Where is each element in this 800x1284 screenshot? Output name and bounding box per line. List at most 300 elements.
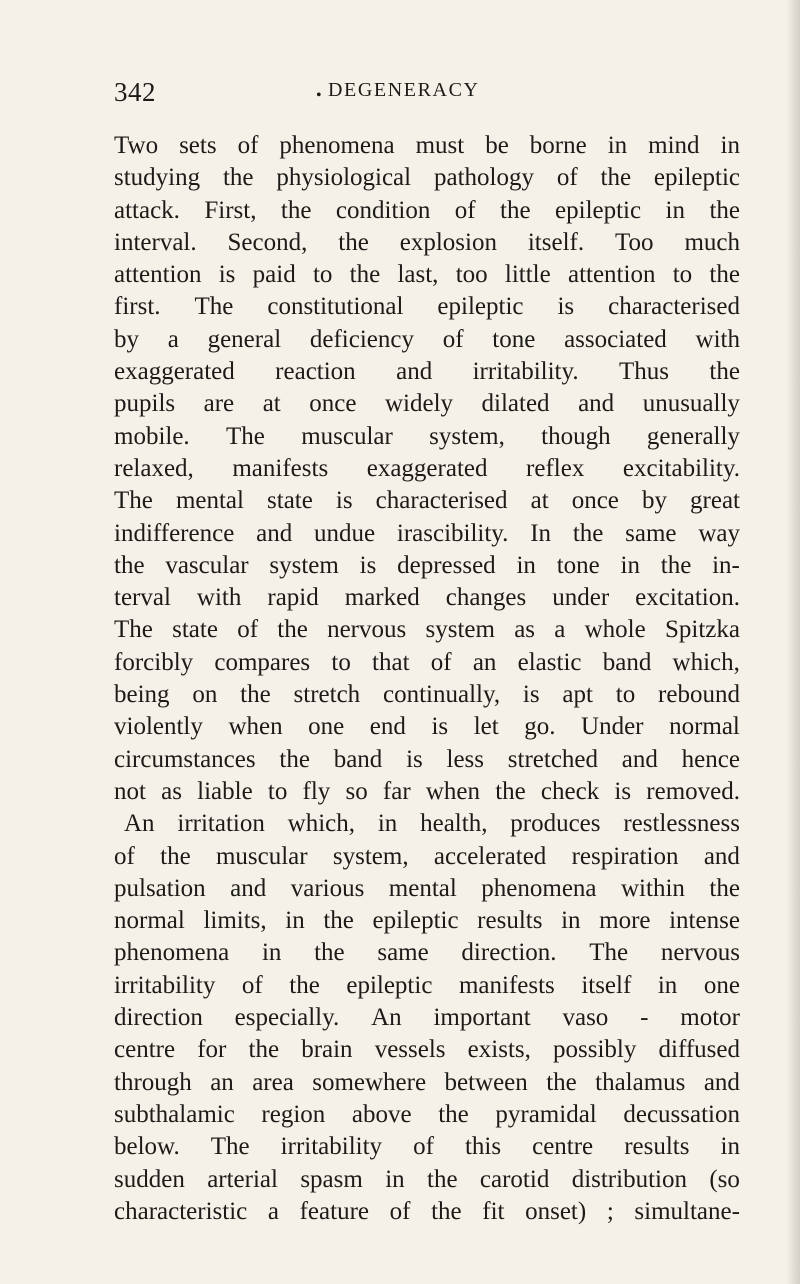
word: various <box>290 874 365 902</box>
word: Two <box>114 132 159 159</box>
word: which, <box>287 810 356 838</box>
word: phenomena <box>114 939 230 967</box>
word: sets <box>179 132 217 159</box>
word: which, <box>672 648 740 676</box>
word: irritation <box>177 810 265 838</box>
word: undue <box>313 519 376 547</box>
word: mental <box>388 874 457 902</box>
word: compares <box>214 648 311 676</box>
header-bullet: • <box>316 87 322 104</box>
word: The <box>589 939 629 967</box>
word: and <box>256 519 293 547</box>
word: manifests <box>458 971 555 999</box>
page-edge-shadow <box>786 0 800 1284</box>
word: studying <box>114 164 201 192</box>
text-line <box>114 291 740 323</box>
text-line <box>114 356 740 388</box>
word: itself <box>581 971 632 999</box>
word: characteristic <box>114 1197 248 1225</box>
word: irritability <box>280 1133 383 1161</box>
word: the <box>709 874 740 902</box>
text-line <box>114 518 740 550</box>
word: as <box>514 616 536 644</box>
word: system, <box>332 842 409 870</box>
page-number: 342 <box>114 77 156 107</box>
body-text <box>114 130 740 1228</box>
word: the <box>349 261 381 289</box>
word: pyramidal <box>495 1100 597 1128</box>
word: health, <box>420 810 488 838</box>
word: a <box>554 616 566 644</box>
word: phenomena <box>279 132 395 159</box>
word: is <box>359 551 377 579</box>
word: marked <box>344 584 420 612</box>
word: onset) <box>525 1197 587 1225</box>
word: the <box>709 196 740 224</box>
word: at <box>530 487 549 515</box>
word: liable <box>197 777 253 805</box>
word: epileptic <box>346 971 433 999</box>
word: The <box>114 487 153 515</box>
word: is <box>431 713 449 741</box>
word: check <box>540 777 600 805</box>
running-head <box>0 77 800 111</box>
text-line <box>114 647 740 679</box>
word: mind <box>648 132 700 159</box>
text-line <box>114 1196 740 1228</box>
text-line <box>114 550 740 582</box>
word: fit <box>482 1197 505 1225</box>
word: go. <box>524 713 556 741</box>
word: important <box>433 1004 531 1032</box>
word: same <box>625 519 677 547</box>
word: The <box>226 422 265 450</box>
word: direction <box>114 1004 203 1032</box>
word: characterised <box>608 293 740 321</box>
word: in <box>377 810 398 838</box>
word: rapid <box>267 584 319 612</box>
word: is <box>614 777 632 805</box>
word: general <box>207 325 282 353</box>
word: manifests <box>232 454 329 482</box>
word: of <box>114 842 135 870</box>
word: itself. <box>527 228 585 256</box>
word: irritability <box>114 971 216 999</box>
word: and <box>230 874 267 902</box>
word: stretch <box>293 681 361 709</box>
word: way <box>698 519 740 547</box>
word: Spitzka <box>664 616 740 644</box>
word: stretched <box>507 745 599 773</box>
word: at <box>262 390 281 418</box>
word: as <box>161 777 182 805</box>
word: far <box>382 777 411 805</box>
word: ; <box>606 1197 614 1225</box>
word: elastic <box>517 648 582 676</box>
word: is <box>335 487 353 515</box>
word: epileptic <box>555 196 642 224</box>
word: excitability. <box>622 454 740 482</box>
word: whole <box>584 616 646 644</box>
word: the <box>314 939 345 967</box>
word: The <box>194 293 234 321</box>
word: The <box>114 616 153 644</box>
word: reflex <box>526 454 585 482</box>
word: the <box>114 551 145 579</box>
word: state <box>172 616 218 644</box>
word: - <box>640 1004 649 1032</box>
word: in <box>657 971 678 999</box>
word: and <box>578 390 615 418</box>
word: the <box>709 261 740 289</box>
text-line <box>114 324 740 356</box>
word: results <box>624 1133 690 1161</box>
text-line <box>114 905 740 937</box>
word: borne <box>529 132 587 159</box>
text-line <box>114 841 740 873</box>
word: to <box>615 681 636 709</box>
word: respiration <box>571 842 679 870</box>
word: the <box>240 681 271 709</box>
word: last, <box>397 261 439 289</box>
running-title: DEGENERACY <box>328 79 480 101</box>
word: though <box>541 422 611 450</box>
word: when <box>425 777 480 805</box>
word: not <box>114 777 146 805</box>
word: distribution <box>571 1165 687 1193</box>
word: violently <box>114 713 203 741</box>
word: the <box>248 1036 280 1064</box>
word: epileptic <box>653 164 740 192</box>
word: in <box>665 196 685 224</box>
word: the <box>709 358 740 386</box>
word: centre <box>532 1133 594 1161</box>
word: normal <box>669 713 740 741</box>
word: epileptic <box>437 293 524 321</box>
word: is <box>406 745 423 773</box>
word: the <box>280 196 312 224</box>
word: pupils <box>114 390 176 418</box>
word: forcibly <box>114 648 194 676</box>
word: (so <box>709 1165 740 1193</box>
word: rebound <box>658 681 740 709</box>
paragraph-1 <box>114 130 740 808</box>
word: the <box>572 519 604 547</box>
word: and <box>396 358 433 386</box>
word: more <box>599 907 651 935</box>
word: a <box>267 1197 279 1225</box>
word: centre <box>114 1036 176 1064</box>
text-line <box>114 1099 740 1131</box>
word: to <box>331 648 351 676</box>
text-line <box>114 421 740 453</box>
word: band <box>602 648 652 676</box>
text-line <box>114 937 740 969</box>
word: Second, <box>227 228 308 256</box>
word: one <box>703 971 740 999</box>
word: of <box>241 971 263 999</box>
text-line <box>114 614 740 646</box>
word: depressed <box>397 551 496 579</box>
word: produces <box>510 810 601 838</box>
word: of <box>413 1133 434 1161</box>
word: through <box>114 1068 192 1096</box>
text-line <box>114 453 740 485</box>
word: is <box>218 261 236 289</box>
word: direction. <box>461 939 557 967</box>
word: be <box>485 132 509 159</box>
word: limits, <box>203 907 267 935</box>
word: explosion <box>399 228 497 256</box>
word: the <box>160 842 191 870</box>
word: are <box>203 390 235 418</box>
word: too <box>455 261 488 289</box>
text-line <box>114 1002 740 1034</box>
text-line <box>114 744 740 776</box>
word: exaggerated <box>114 358 235 386</box>
word: tone <box>492 325 536 353</box>
word: unusually <box>642 390 740 418</box>
word: of <box>389 1197 411 1225</box>
word: dilated <box>481 390 550 418</box>
word: let <box>473 713 499 741</box>
word: a <box>167 325 179 353</box>
word: brain <box>301 1036 353 1064</box>
text-line <box>114 1067 740 1099</box>
word: the <box>323 907 354 935</box>
word: changes <box>445 584 527 612</box>
word: exists, <box>467 1036 531 1064</box>
word: arterial <box>207 1165 278 1193</box>
word: in <box>561 907 581 935</box>
word: muscular <box>301 422 393 450</box>
word: pulsation <box>114 874 206 902</box>
word: in <box>620 551 640 579</box>
word: attack. <box>114 196 180 224</box>
word: decussation <box>623 1100 740 1128</box>
text-line <box>114 485 740 517</box>
text-line <box>114 808 740 840</box>
word: system <box>269 551 339 579</box>
word: state <box>267 487 313 515</box>
word: the <box>600 164 632 192</box>
word: circumstances <box>114 745 256 773</box>
text-line <box>114 388 740 420</box>
word: an <box>210 1068 234 1096</box>
word: of <box>237 616 259 644</box>
word: and <box>621 745 658 773</box>
word: the <box>660 551 692 579</box>
word: sudden <box>114 1165 185 1193</box>
word: pathology <box>433 164 534 192</box>
word: the <box>431 1197 462 1225</box>
word: vaso <box>562 1004 609 1032</box>
word: little <box>504 261 551 289</box>
word: vascular <box>165 551 249 579</box>
word: system, <box>429 422 505 450</box>
word: motor <box>680 1004 740 1032</box>
word: above <box>351 1100 412 1128</box>
word: fly <box>302 777 331 805</box>
word: is <box>522 681 540 709</box>
word: with <box>695 325 740 353</box>
word: An <box>124 810 155 838</box>
text-line <box>114 1164 740 1196</box>
word: is <box>557 293 575 321</box>
word: of <box>556 164 578 192</box>
word: in <box>261 939 282 967</box>
word: for <box>197 1036 227 1064</box>
word: mental <box>175 487 244 515</box>
word: band <box>333 745 383 773</box>
word: irritability. <box>472 358 579 386</box>
word: spasm <box>300 1165 363 1193</box>
word: subthalamic <box>114 1100 235 1128</box>
word: once <box>309 390 357 418</box>
word: to <box>267 777 288 805</box>
word: normal <box>114 907 185 935</box>
paragraph-2 <box>114 808 740 1228</box>
word: the <box>546 1068 577 1096</box>
word: the <box>279 745 310 773</box>
word: simultane- <box>634 1197 740 1225</box>
word: region <box>261 1100 326 1128</box>
word: when <box>228 713 283 741</box>
word: an <box>472 648 497 676</box>
text-line <box>114 195 740 227</box>
text-line <box>114 227 740 259</box>
word: characterised <box>375 487 508 515</box>
word: must <box>415 132 465 159</box>
word: in <box>385 1165 405 1193</box>
word: so <box>345 777 368 805</box>
word: and <box>703 1068 740 1096</box>
word: In <box>530 519 552 547</box>
word: tone <box>556 551 600 579</box>
word: this <box>464 1133 502 1161</box>
word: the <box>277 616 308 644</box>
word: that <box>372 648 410 676</box>
word: reaction <box>275 358 356 386</box>
word: relaxed, <box>114 454 194 482</box>
word: of <box>237 132 259 159</box>
word: in <box>720 1133 740 1161</box>
word: vessels <box>374 1036 446 1064</box>
word: diffused <box>658 1036 740 1064</box>
word: Thus <box>619 358 670 386</box>
word: Too <box>615 228 654 256</box>
word: with <box>196 584 242 612</box>
text-line <box>114 162 740 194</box>
word: generally <box>646 422 740 450</box>
word: of <box>454 196 476 224</box>
word: Under <box>581 713 644 741</box>
word: the <box>427 1165 458 1193</box>
word: by <box>641 487 667 515</box>
word: in- <box>712 551 740 579</box>
word: once <box>571 487 619 515</box>
word: the <box>495 777 526 805</box>
word: same <box>377 939 429 967</box>
word: in <box>720 132 740 159</box>
word: feature <box>299 1197 369 1225</box>
word: within <box>621 874 685 902</box>
word: less <box>446 745 485 773</box>
word: indifference <box>114 519 235 547</box>
word: hence <box>681 745 740 773</box>
word: physiological <box>276 164 412 192</box>
text-line <box>114 776 740 808</box>
word: between <box>444 1068 528 1096</box>
word: the <box>500 196 531 224</box>
word: exaggerated <box>366 454 488 482</box>
word: thalamus <box>595 1068 686 1096</box>
word: the <box>222 164 254 192</box>
text-line <box>114 970 740 1002</box>
word: of <box>430 648 452 676</box>
word: of <box>442 325 464 353</box>
word: restlessness <box>623 810 740 838</box>
word: under <box>552 584 610 612</box>
word: especially. <box>234 1004 340 1032</box>
word: great <box>690 487 740 515</box>
word: phenomena <box>481 874 597 902</box>
word: below. <box>114 1133 180 1161</box>
word: accelerated <box>433 842 547 870</box>
word: the <box>438 1100 469 1128</box>
text-line <box>114 1131 740 1163</box>
text-line <box>114 259 740 291</box>
text-line <box>114 1034 740 1066</box>
word: condition <box>335 196 431 224</box>
word: widely <box>384 390 454 418</box>
word: in <box>516 551 536 579</box>
word: removed. <box>646 777 740 805</box>
word: much <box>684 228 740 256</box>
word: first. <box>114 293 161 321</box>
word: and <box>703 842 740 870</box>
word: area <box>252 1068 294 1096</box>
word: mobile. <box>114 422 190 450</box>
word: intense <box>669 907 740 935</box>
word: associated <box>564 325 667 353</box>
word: An <box>371 1004 402 1032</box>
word: interval. <box>114 228 197 256</box>
text-line <box>114 711 740 743</box>
word: nervous <box>327 616 407 644</box>
word: to <box>672 261 693 289</box>
word: First, <box>204 196 257 224</box>
word: epileptic <box>372 907 459 935</box>
word: The <box>210 1133 250 1161</box>
word: end <box>369 713 406 741</box>
word: attention <box>114 261 202 289</box>
word: results <box>477 907 543 935</box>
word: paid <box>252 261 296 289</box>
word: by <box>114 325 139 353</box>
word: apt <box>562 681 593 709</box>
word: the <box>338 228 369 256</box>
word: being <box>114 681 170 709</box>
word: somewhere <box>312 1068 427 1096</box>
text-line <box>114 679 740 711</box>
word: deficiency <box>309 325 414 353</box>
word: possibly <box>553 1036 637 1064</box>
word: muscular <box>215 842 308 870</box>
text-line <box>114 130 740 162</box>
word: nervous <box>660 939 740 967</box>
word: irascibility. <box>396 519 509 547</box>
